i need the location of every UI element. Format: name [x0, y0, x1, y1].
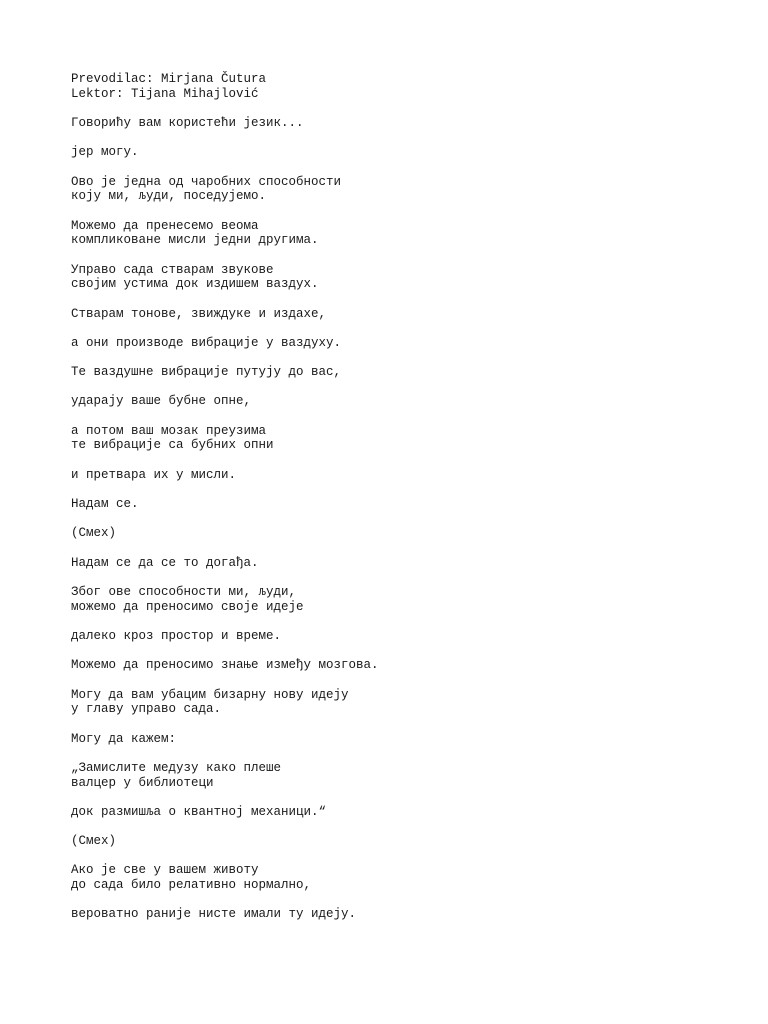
- transcript-paragraph: [71, 497, 731, 512]
- transcript-line: далеко кроз простор и време.: [71, 628, 282, 643]
- transcript-paragraph: [71, 688, 731, 717]
- document-page: [71, 72, 731, 937]
- transcript-line: Стварам тонове, звиждуке и издахе,: [71, 306, 327, 321]
- transcript-line: Управо сада стварам звукове: [71, 262, 274, 277]
- transcript-line: Можемо да преносимо знање између мозгова.: [71, 658, 379, 673]
- transcript-line: Због ове способности ми, људи,: [71, 584, 297, 599]
- transcript-paragraph: [71, 72, 731, 101]
- transcript-paragraph: [71, 116, 731, 131]
- transcript-paragraph: [71, 307, 731, 322]
- transcript-paragraph: [71, 556, 731, 571]
- transcript-paragraph: [71, 526, 731, 541]
- transcript-paragraph: [71, 585, 731, 614]
- transcript-paragraph: [71, 658, 731, 673]
- transcript-line: Ово је једна од чаробних способности: [71, 174, 342, 189]
- transcript-line: коју ми, људи, поседујемо.: [71, 189, 267, 204]
- transcript-line: валцер у библиотеци: [71, 775, 214, 790]
- transcript-paragraph: [71, 805, 731, 820]
- transcript-line: вероватно раније нисте имали ту идеју.: [71, 907, 357, 922]
- transcript-line: Ако је све у вашем животу: [71, 863, 259, 878]
- transcript-paragraph: [71, 263, 731, 292]
- transcript-line: Говорићу вам користећи језик...: [71, 116, 304, 130]
- transcript-line: док размишља о квантној механици.“: [71, 804, 327, 819]
- transcript-line: компликоване мисли једни другима.: [71, 233, 319, 248]
- transcript-line: Надам се да се то догађа.: [71, 555, 259, 570]
- transcript-line: Те ваздушне вибрације путују до вас,: [71, 365, 342, 380]
- transcript-paragraph: [71, 629, 731, 644]
- transcript-line: Можемо да пренесемо веома: [71, 218, 259, 233]
- transcript-line: Могу да кажем:: [71, 731, 177, 746]
- transcript-line: а они производе вибрације у ваздуху.: [71, 335, 342, 350]
- transcript-line: а потом ваш мозак преузима: [71, 423, 267, 438]
- transcript-line: и претвара их у мисли.: [71, 467, 237, 482]
- transcript-paragraph: [71, 761, 731, 790]
- transcript-paragraph: [71, 732, 731, 747]
- transcript-paragraph: [71, 219, 731, 248]
- transcript-paragraph: [71, 336, 731, 351]
- transcript-line: можемо да преносимо своје идеје: [71, 599, 304, 614]
- transcript-paragraph: [71, 907, 731, 922]
- transcript-paragraph: [71, 365, 731, 380]
- transcript-line: „Замислите медузу како плеше: [71, 760, 282, 775]
- transcript-line: Надам се.: [71, 497, 139, 512]
- transcript-paragraph: [71, 394, 731, 409]
- transcript-line: Lektor: Tijana Mihajlović: [71, 86, 259, 101]
- transcript-line: до сада било релативно нормално,: [71, 878, 312, 893]
- transcript-paragraph: [71, 863, 731, 892]
- transcript-line: (Смех): [71, 834, 117, 849]
- transcript-paragraph: [71, 468, 731, 483]
- transcript-line: (Смех): [71, 526, 117, 541]
- transcript-line: својим устима док издишем ваздух.: [71, 277, 319, 292]
- transcript-paragraph: [71, 834, 731, 849]
- transcript-paragraph: [71, 175, 731, 204]
- transcript-line: јер могу.: [71, 145, 139, 160]
- transcript-paragraph: [71, 424, 731, 453]
- transcript-line: ударају ваше бубне опне,: [71, 394, 252, 409]
- transcript-line: Могу да вам убацим бизарну нову идеју: [71, 687, 349, 702]
- transcript-line: те вибрације са бубних опни: [71, 438, 274, 453]
- transcript-line: у главу управо сада.: [71, 702, 222, 717]
- transcript-paragraph: [71, 145, 731, 160]
- transcript-line: Prevodilac: Mirjana Čutura: [71, 72, 267, 86]
